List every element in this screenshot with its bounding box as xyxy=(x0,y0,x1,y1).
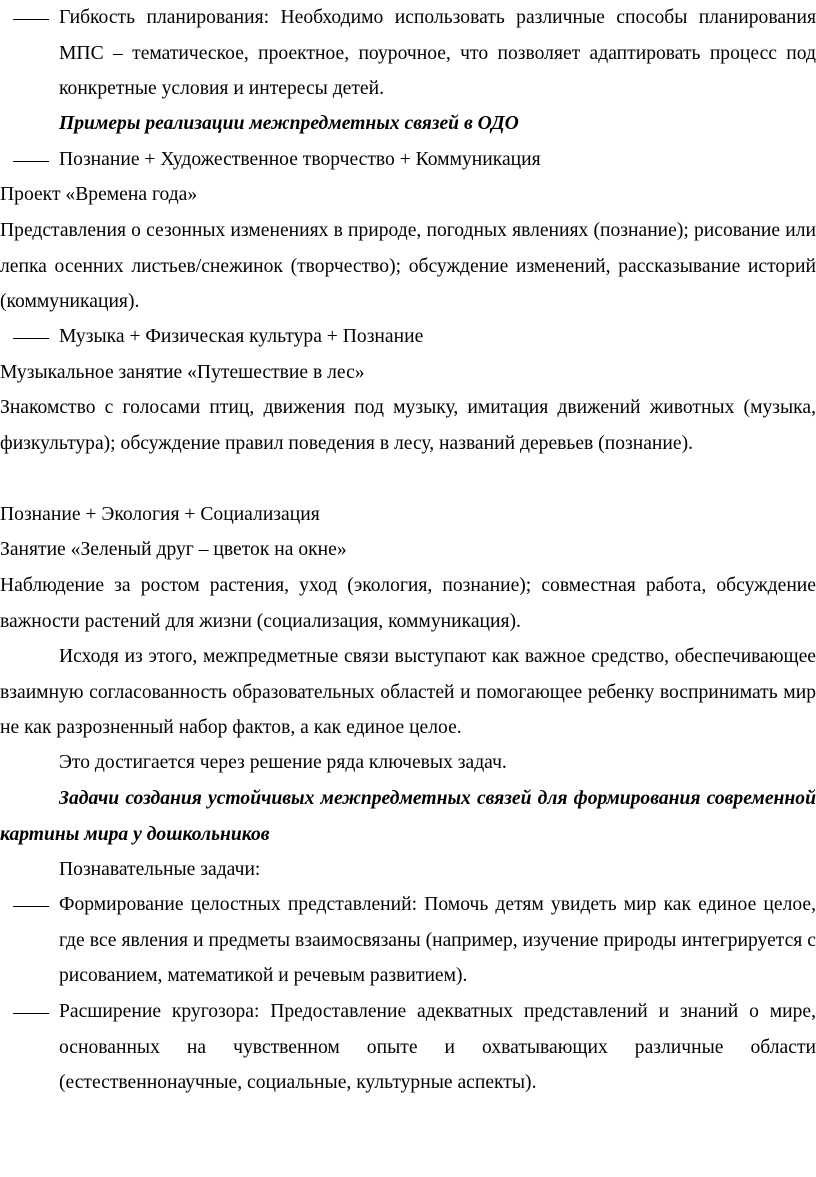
cognitive-tasks-label: Познавательные задачи: xyxy=(59,859,261,880)
project-2-title: Музыкальное занятие «Путешествие в лес» xyxy=(0,362,365,383)
list-dash xyxy=(13,161,49,162)
conclusion-paragraph: Исходя из этого, межпредметные связи выступают как важное средство, обеспечивающее взаимную согласованность образовательных областей и помогающее ребенку воспринимать мир не как разрозненный набор фактов, а как единое целое. xyxy=(0,646,816,738)
project-1-description: Представления о сезонных изменениях в природе, погодных явлениях (познание); рисование или лепка осенних листьев/снежинок (творчество); обсуждение изменений, рассказывание историй (коммуникация). xyxy=(0,220,816,312)
list-item-task-2: Расширение кругозора: Предоставление адекватных представлений и знаний о мире, основанных на чувственном опыте и охватывающих различные области (естественнонаучные, социальные, культурные аспекты). xyxy=(59,1001,816,1093)
list-item-combo-1: Познание + Художественное творчество + Коммуникация xyxy=(59,149,541,170)
heading-examples: Примеры реализации межпредметных связей в ОДО xyxy=(59,113,519,134)
list-item-combo-2: Музыка + Физическая культура + Познание xyxy=(59,326,424,347)
project-3-description: Наблюдение за ростом растения, уход (экология, познание); совместная работа, обсуждение важности растений для жизни (социализация, коммуникация). xyxy=(0,575,816,632)
tasks-intro: Это достигается через решение ряда ключевых задач. xyxy=(59,752,507,773)
list-dash xyxy=(13,338,49,339)
list-dash xyxy=(13,906,49,907)
combo-3-line: Познание + Экология + Социализация xyxy=(0,504,320,525)
list-item-task-1: Формирование целостных представлений: Помочь детям увидеть мир как единое целое, где все явления и предметы взаимосвязаны (например, изучение природы интегрируется с рисованием, математикой и речевым развитием). xyxy=(59,894,816,986)
list-item-planning-flexibility: Гибкость планирования: Необходимо использовать различные способы планирования МПС – тематическое, проектное, поурочное, что позволяет адаптировать процесс под конкретные условия и интересы детей. xyxy=(59,7,816,99)
list-dash xyxy=(13,19,49,20)
project-2-description: Знакомство с голосами птиц, движения под музыку, имитация движений животных (музыка, физкультура); обсуждение правил поведения в лесу, названий деревьев (познание). xyxy=(0,397,816,454)
project-1-title: Проект «Времена года» xyxy=(0,184,198,205)
project-3-title: Занятие «Зеленый друг – цветок на окне» xyxy=(0,539,347,560)
list-dash xyxy=(13,1013,49,1014)
heading-tasks: Задачи создания устойчивых межпредметных связей для формирования современной картины мира у дошкольников xyxy=(0,788,816,845)
